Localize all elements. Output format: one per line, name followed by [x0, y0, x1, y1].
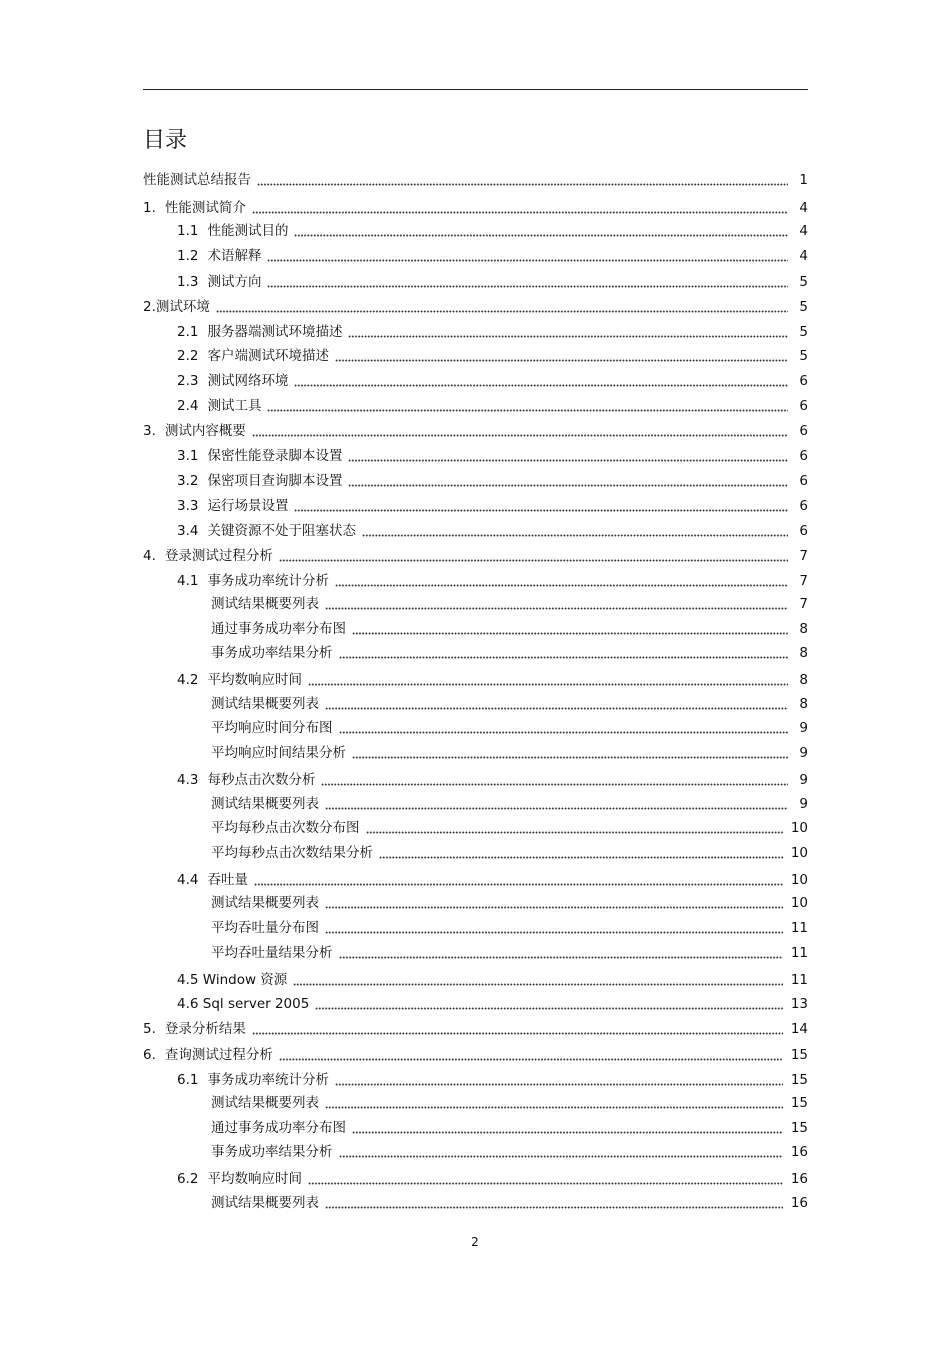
- dot-leader: [294, 497, 788, 513]
- dot-leader: [257, 171, 788, 187]
- toc-heading: 目录: [143, 128, 188, 153]
- dot-leader: [348, 447, 788, 463]
- toc-entry-page: 9: [799, 720, 808, 736]
- dot-leader: [267, 273, 788, 289]
- toc-entry[interactable]: [177, 1167, 808, 1187]
- toc-entry-title: [211, 1195, 325, 1211]
- dot-leader: [348, 472, 788, 488]
- toc-entry-page: 6: [799, 523, 808, 539]
- toc-entry-label: 测试结果概要列表: [211, 696, 319, 712]
- toc-entry[interactable]: [177, 219, 808, 239]
- toc-entry-page: 6: [799, 473, 808, 489]
- dot-leader: [308, 671, 788, 687]
- toc-entry-label: 通过事务成功率分布图: [211, 621, 346, 637]
- dot-leader: [325, 795, 788, 811]
- toc-entry-title: [177, 473, 348, 489]
- toc-entry[interactable]: [177, 494, 808, 514]
- toc-entry-page: 8: [799, 696, 808, 712]
- toc-entry-number: 3.4: [177, 523, 199, 539]
- toc-entry-title: [211, 845, 379, 861]
- toc-entry-label: 每秒点击次数分析: [207, 772, 316, 788]
- toc-entry-page: 11: [790, 945, 808, 961]
- toc-entry-number: 1.3: [177, 274, 199, 290]
- toc-entry-label: 登录分析结果: [164, 1021, 246, 1037]
- toc-entry-page: 14: [790, 1021, 808, 1037]
- dot-leader: [216, 298, 788, 314]
- toc-entry-page: 13: [790, 996, 808, 1012]
- toc-entry[interactable]: [211, 641, 808, 661]
- toc-entry-page: 9: [799, 796, 808, 812]
- toc-entry-label: 测试结果概要列表: [211, 596, 319, 612]
- toc-entry-page: 5: [799, 274, 808, 290]
- dot-leader: [348, 323, 788, 339]
- dot-leader: [325, 919, 783, 935]
- toc-entry-title: [177, 772, 321, 788]
- dot-leader: [321, 771, 788, 787]
- toc-entry-title: [143, 423, 252, 439]
- toc-entry-label: 性能测试总结报告: [143, 172, 251, 188]
- toc-entry-page: 6: [799, 498, 808, 514]
- dot-leader: [339, 644, 789, 660]
- toc-entry[interactable]: [143, 196, 808, 216]
- toc-entry-page: 6: [799, 448, 808, 464]
- toc-entry-label: 平均每秒点击次数分布图: [211, 820, 360, 836]
- toc-entry-page: 10: [790, 895, 808, 911]
- toc-entry-title: [211, 596, 325, 612]
- toc-entry-page: 6: [799, 423, 808, 439]
- toc-entry-title: [177, 324, 348, 340]
- dot-leader: [352, 620, 788, 636]
- toc-entry-label: 保密项目查询脚本设置: [207, 473, 343, 489]
- toc-entry-page: 6: [799, 398, 808, 414]
- toc-entry-page: 7: [799, 573, 808, 589]
- toc-entry-title: [177, 672, 308, 688]
- toc-entry-number: 1.: [143, 200, 156, 216]
- toc-entry[interactable]: [211, 617, 808, 637]
- dot-leader: [352, 1119, 783, 1135]
- toc-entry-title: [211, 895, 325, 911]
- toc-entry-title: [211, 1144, 339, 1160]
- toc-entry[interactable]: [211, 841, 808, 861]
- toc-entry-title: [211, 645, 339, 661]
- toc-entry-page: 10: [790, 845, 808, 861]
- toc-entry-title: [177, 498, 294, 514]
- toc-entry-number: 4.3: [177, 772, 199, 788]
- toc-entry-number: 3.3: [177, 498, 199, 514]
- toc-entry-number: 2.1: [177, 324, 199, 340]
- toc-entry[interactable]: [211, 816, 808, 836]
- dot-leader: [362, 522, 788, 538]
- toc-entry-number: 2.2: [177, 348, 199, 364]
- toc-entry-title: [177, 573, 335, 589]
- toc-entry-page: 8: [799, 672, 808, 688]
- toc-entry[interactable]: [177, 394, 808, 414]
- toc-entry-label: 查询测试过程分析: [164, 1047, 273, 1063]
- toc-entry-title: [211, 1120, 352, 1136]
- toc-entry-page: 7: [799, 548, 808, 564]
- toc-entry-number: 4.4: [177, 872, 199, 888]
- toc-entry[interactable]: [177, 244, 808, 264]
- toc-entry-title: [211, 1095, 325, 1111]
- toc-entry[interactable]: [143, 1043, 808, 1063]
- toc-entry-page: 10: [790, 872, 808, 888]
- toc-entry-number: 6.2: [177, 1171, 199, 1187]
- toc-entry[interactable]: [211, 891, 808, 911]
- toc-entry-label: 测试结果概要列表: [211, 895, 319, 911]
- toc-entry-label: 测试内容概要: [164, 423, 246, 439]
- toc-entry[interactable]: [177, 444, 808, 464]
- toc-entry-title: [211, 621, 352, 637]
- toc-entry-label: 服务器端测试环境描述: [207, 324, 343, 340]
- page-number: 2: [471, 1235, 479, 1249]
- toc-entry-label: 平均每秒点击次数结果分析: [211, 845, 373, 861]
- toc-entry[interactable]: [211, 941, 808, 961]
- toc-entry-label: 4.5 Window 资源: [177, 972, 288, 988]
- toc-entry-title: [177, 523, 362, 539]
- toc-entry-number: 2.4: [177, 398, 199, 414]
- toc-entry-label: 事务成功率统计分析: [207, 573, 329, 589]
- toc-entry-label: 平均吞吐量分布图: [211, 920, 319, 936]
- toc-entry-title: [143, 200, 252, 216]
- toc-entry-title: [177, 274, 267, 290]
- dot-leader: [279, 547, 788, 563]
- toc-entry-title: [177, 448, 348, 464]
- toc-entry-page: 9: [799, 745, 808, 761]
- toc-entry[interactable]: [177, 270, 808, 290]
- toc-entry-number: 3.: [143, 423, 156, 439]
- toc-entry[interactable]: [211, 716, 808, 736]
- toc-entry-label: 事务成功率结果分析: [211, 1144, 333, 1160]
- dot-leader: [252, 1020, 783, 1036]
- toc-entry[interactable]: [211, 692, 808, 712]
- toc-entry-page: 5: [799, 324, 808, 340]
- dot-leader: [335, 347, 788, 363]
- toc-entry[interactable]: [211, 1140, 808, 1160]
- toc-entry-page: 15: [790, 1072, 808, 1088]
- toc-entry-label: 运行场景设置: [207, 498, 289, 514]
- toc-entry-page: 11: [790, 920, 808, 936]
- toc-entry-page: 4: [799, 248, 808, 264]
- toc-entry[interactable]: [143, 168, 808, 188]
- toc-entry-page: 6: [799, 373, 808, 389]
- toc-entry-label: 登录测试过程分析: [164, 548, 273, 564]
- dot-leader: [325, 595, 788, 611]
- toc-entry[interactable]: [143, 419, 808, 439]
- toc-entry[interactable]: [211, 741, 808, 761]
- dot-leader: [308, 1170, 783, 1186]
- toc-entry-title: [211, 745, 352, 761]
- dot-leader: [294, 222, 788, 238]
- toc-entry[interactable]: [211, 1091, 808, 1111]
- toc-entry-label: 测试方向: [207, 274, 262, 290]
- toc-entry-label: 术语解释: [207, 248, 262, 264]
- toc-entry-title: [211, 720, 339, 736]
- toc-entry[interactable]: [177, 469, 808, 489]
- dot-leader: [267, 247, 788, 263]
- toc-entry-title: [177, 1072, 335, 1088]
- toc-entry-number: 4.: [143, 548, 156, 564]
- dot-leader: [325, 1194, 783, 1210]
- toc-entry-label: 客户端测试环境描述: [207, 348, 329, 364]
- toc-entry-title: [143, 1047, 279, 1063]
- toc-entry-number: 4.2: [177, 672, 199, 688]
- toc-entry-page: 4: [799, 200, 808, 216]
- toc-entry-page: 10: [790, 820, 808, 836]
- toc-entry-title: [143, 172, 257, 188]
- toc-entry-page: 16: [790, 1171, 808, 1187]
- toc-entry[interactable]: [177, 968, 808, 988]
- toc-entry-page: 1: [799, 172, 808, 188]
- toc-entry-title: [143, 299, 216, 315]
- toc-entry-title: [143, 1021, 252, 1037]
- toc-entry-label: 平均数响应时间: [207, 1171, 302, 1187]
- toc-entry-label: 4.6 Sql server 2005: [177, 996, 310, 1012]
- toc-entry-title: [177, 398, 267, 414]
- toc-entry-label: 测试工具: [207, 398, 262, 414]
- toc-entry[interactable]: [177, 992, 808, 1012]
- toc-entry[interactable]: [177, 1068, 808, 1088]
- toc-entry-number: 1.1: [177, 223, 199, 239]
- toc-entry[interactable]: [177, 768, 808, 788]
- toc-entry-label: 2.测试环境: [143, 299, 210, 315]
- toc-entry-number: 4.1: [177, 573, 199, 589]
- toc-entry[interactable]: [143, 1017, 808, 1037]
- toc-entry-title: [211, 696, 325, 712]
- toc-entry-title: [211, 920, 325, 936]
- dot-leader: [325, 894, 783, 910]
- toc-entry-label: 测试网络环境: [207, 373, 289, 389]
- toc-entry[interactable]: [211, 1191, 808, 1211]
- toc-entry[interactable]: [211, 592, 808, 612]
- toc-entry-title: [211, 796, 325, 812]
- toc-entry-title: [177, 248, 267, 264]
- toc-entry-title: [177, 1171, 308, 1187]
- toc-entry-number: 3.2: [177, 473, 199, 489]
- toc-entry-label: 测试结果概要列表: [211, 1195, 319, 1211]
- toc-entry-number: 2.3: [177, 373, 199, 389]
- toc-entry-page: 8: [799, 621, 808, 637]
- toc-entry-title: [211, 945, 339, 961]
- toc-entry-label: 性能测试简介: [164, 200, 246, 216]
- toc-entry-label: 事务成功率结果分析: [211, 645, 333, 661]
- toc-entry[interactable]: [177, 519, 808, 539]
- dot-leader: [252, 199, 788, 215]
- toc-entry-number: 5.: [143, 1021, 156, 1037]
- toc-entry-title: [211, 820, 366, 836]
- toc-entry-page: 11: [790, 972, 808, 988]
- toc-entry-label: 测试结果概要列表: [211, 1095, 319, 1111]
- toc-entry-page: 4: [799, 223, 808, 239]
- toc-entry-title: [177, 972, 293, 988]
- toc-entry-label: 事务成功率统计分析: [207, 1072, 329, 1088]
- dot-leader: [339, 1143, 783, 1159]
- toc-entry-title: [177, 373, 294, 389]
- toc-entry-page: 16: [790, 1144, 808, 1160]
- toc-entry-label: 测试结果概要列表: [211, 796, 319, 812]
- toc-entry-page: 15: [790, 1047, 808, 1063]
- toc-entry-label: 通过事务成功率分布图: [211, 1120, 346, 1136]
- toc-entry-label: 平均数响应时间: [207, 672, 302, 688]
- dot-leader: [315, 995, 782, 1011]
- toc-entry-label: 性能测试目的: [207, 223, 289, 239]
- dot-leader: [339, 944, 783, 960]
- toc-entry-title: [177, 996, 315, 1012]
- dot-leader: [335, 572, 788, 588]
- toc-entry[interactable]: [143, 544, 808, 564]
- toc-entry[interactable]: [177, 344, 808, 364]
- dot-leader: [325, 1094, 783, 1110]
- dot-leader: [293, 971, 783, 987]
- dot-leader: [267, 397, 788, 413]
- toc-entry-page: 16: [790, 1195, 808, 1211]
- toc-entry-page: 15: [790, 1095, 808, 1111]
- toc-entry[interactable]: [143, 295, 808, 315]
- dot-leader: [379, 844, 783, 860]
- toc-entry-page: 8: [799, 645, 808, 661]
- toc-entry[interactable]: [177, 369, 808, 389]
- toc-entry[interactable]: [177, 320, 808, 340]
- toc-entry-number: 6.: [143, 1047, 156, 1063]
- toc-entry[interactable]: [177, 668, 808, 688]
- toc-entry-page: 5: [799, 299, 808, 315]
- dot-leader: [325, 695, 788, 711]
- toc-entry-label: 吞吐量: [207, 872, 248, 888]
- toc-entry-title: [177, 872, 254, 888]
- toc-entry-page: 15: [790, 1120, 808, 1136]
- toc-entry-label: 保密性能登录脚本设置: [207, 448, 343, 464]
- toc-entry-number: 1.2: [177, 248, 199, 264]
- toc-entry-label: 关键资源不处于阻塞状态: [207, 523, 356, 539]
- dot-leader: [366, 819, 783, 835]
- dot-leader: [335, 1071, 783, 1087]
- toc-entry-label: 平均吞吐量结果分析: [211, 945, 333, 961]
- dot-leader: [339, 719, 789, 735]
- toc-entry-label: 平均响应时间结果分析: [211, 745, 346, 761]
- toc-entry-page: 9: [799, 772, 808, 788]
- toc-entry-page: 5: [799, 348, 808, 364]
- toc-entry-number: 6.1: [177, 1072, 199, 1088]
- toc-entry-page: 7: [799, 596, 808, 612]
- dot-leader: [254, 871, 783, 887]
- toc-entry[interactable]: [211, 1116, 808, 1136]
- dot-leader: [279, 1046, 783, 1062]
- toc-entry-title: [143, 548, 279, 564]
- toc-entry-title: [177, 223, 294, 239]
- toc-entry[interactable]: [211, 792, 808, 812]
- dot-leader: [252, 422, 788, 438]
- toc-entry-number: 3.1: [177, 448, 199, 464]
- dot-leader: [352, 744, 788, 760]
- dot-leader: [294, 372, 788, 388]
- toc-entry[interactable]: [211, 916, 808, 936]
- toc-entry[interactable]: [177, 569, 808, 589]
- toc-entry-label: 平均响应时间分布图: [211, 720, 333, 736]
- toc-entry-title: [177, 348, 335, 364]
- toc-entry[interactable]: [177, 868, 808, 888]
